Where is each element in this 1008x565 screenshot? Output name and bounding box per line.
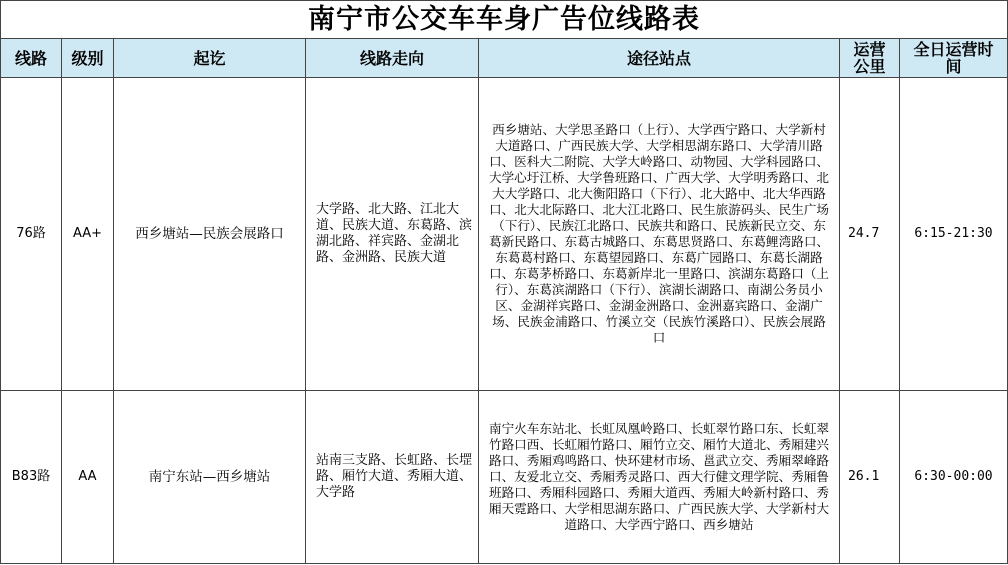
km-cell: 24.7 xyxy=(840,78,900,391)
table-header-row xyxy=(1,39,1008,78)
stops-cell: 南宁火车东站北、长虹凤凰岭路口、长虹翠竹路口东、长虹翠竹路口西、长虹厢竹路口、厢竹立交、厢竹大道北、秀厢建兴路口、秀厢鸡鸣路口、快环建材市场、邕武立交、秀厢翠峰路口、友爱北立交、秀厢秀灵路口、西大行健文理学院、秀厢鲁班路口、秀厢科园路口、秀厢大道西、秀厢大岭新村路口、秀厢天霓路口、大学相思湖东路口、广西民族大学、大学新村大道路口、大学西宁路口、西乡塘站 xyxy=(479,391,840,564)
route-cell: 76路 xyxy=(1,78,62,391)
table-row xyxy=(1,78,1008,391)
direction-cell: 站南三支路、长虹路、长堽路、厢竹大道、秀厢大道、大学路 xyxy=(306,391,479,564)
range-cell: 南宁东站—西乡塘站 xyxy=(114,391,306,564)
header-level: 级别 xyxy=(62,39,114,78)
hours-cell: 6:30-00:00 xyxy=(900,391,1008,564)
header-route: 线路 xyxy=(1,39,62,78)
header-stops: 途径站点 xyxy=(479,39,840,78)
header-range: 起讫 xyxy=(114,39,306,78)
km-cell: 26.1 xyxy=(840,391,900,564)
header-km: 运营公里 xyxy=(840,39,900,78)
route-table xyxy=(0,38,1008,564)
header-direction: 线路走向 xyxy=(306,39,479,78)
range-cell: 西乡塘站—民族会展路口 xyxy=(114,78,306,391)
header-hours: 全日运营时间 xyxy=(900,39,1008,78)
stops-cell: 西乡塘站、大学思圣路口（上行）、大学西宁路口、大学新村大道路口、广西民族大学、大学相思湖东路口、大学清川路口、医科大二附院、大学大岭路口、动物园、大学科园路口、大学心圩江桥、大学鲁班路口、广西大学、大学明秀路口、北大大学路口、北大衡阳路口（下行）、北大路中、北大华西路口、北大北际路口、北大江北路口、民生旅游码头、民生广场（下行）、民族江北路口、民族共和路口、民族新民立交、东葛新民路口、东葛古城路口、东葛思贤路口、东葛鲤湾路口、东葛葛村路口、东葛望园路口、东葛广园路口、东葛长湖路口、东葛茅桥路口、东葛新岸北一里路口、滨湖东葛路口（上行）、东葛滨湖路口（下行）、滨湖长湖路口、南湖公务员小区、金湖祥宾路口、金湖金洲路口、金洲嘉宾路口、金湖广场、民族金浦路口、竹溪立交（民族竹溪路口）、民族会展路口 xyxy=(479,78,840,391)
direction-cell: 大学路、北大路、江北大道、民族大道、东葛路、滨湖北路、祥宾路、金湖北路、金洲路、民族大道 xyxy=(306,78,479,391)
page-title: 南宁市公交车车身广告位线路表 xyxy=(0,0,1008,39)
table-row xyxy=(1,391,1008,564)
level-cell: AA xyxy=(62,391,114,564)
hours-cell: 6:15-21:30 xyxy=(900,78,1008,391)
route-cell: B83路 xyxy=(1,391,62,564)
level-cell: AA+ xyxy=(62,78,114,391)
